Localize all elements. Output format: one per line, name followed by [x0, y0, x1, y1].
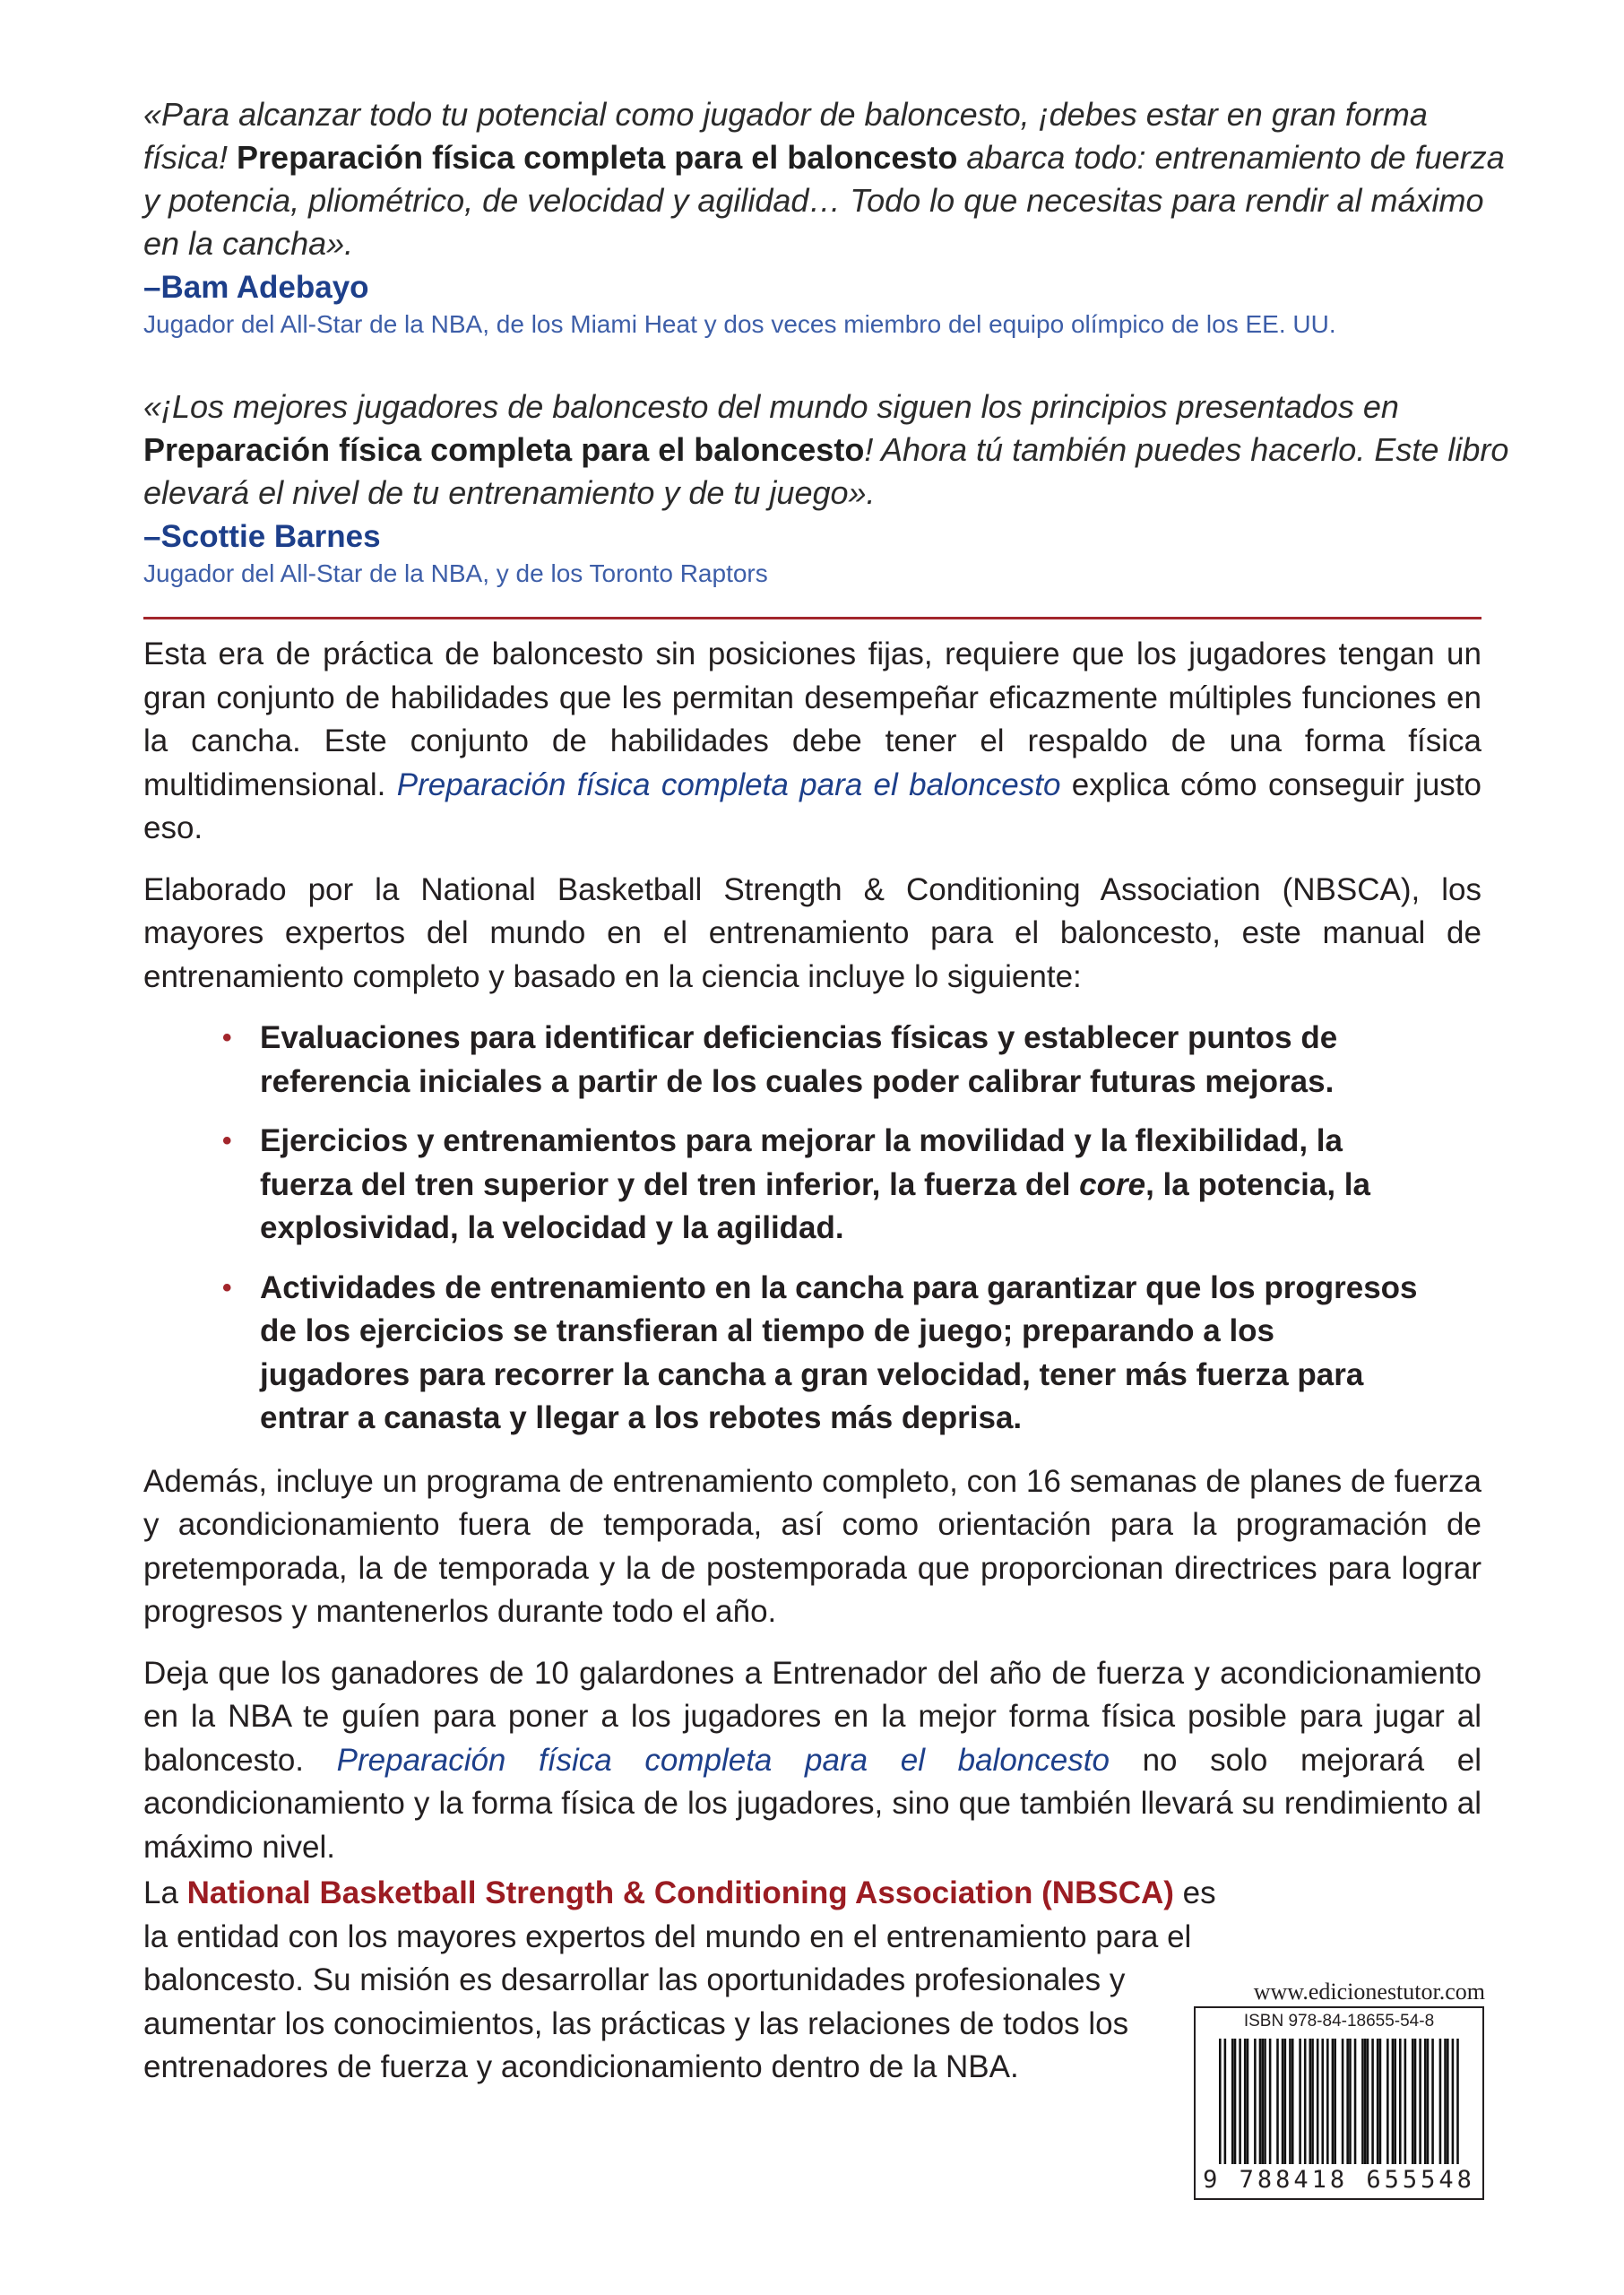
quote-text: [143, 93, 1515, 265]
barcode-bar: [1447, 2039, 1449, 2164]
barcode-bar: [1261, 2039, 1264, 2164]
section-divider: [143, 617, 1481, 619]
barcode-bar: [1392, 2039, 1395, 2164]
bullet-icon: •: [222, 1126, 232, 1156]
barcode-bar: [1371, 2039, 1374, 2164]
paragraph-program: Además, incluye un programa de entrenamiento completo, con 16 semanas de planes de fuerza y acondicionamiento fuera de temporada, así como orientación para la programación de pretemporada, la de temporada y la de postemporada que proporcionan directrices para lograr progresos y mantenerlos durante todo el año.: [143, 1463, 1481, 1629]
barcode-bar: [1289, 2039, 1291, 2164]
barcode-bar: [1321, 2039, 1324, 2164]
quote-text-start: «Para alcanzar todo tu potencial como jugador de baloncesto, ¡debes estar en gran forma física!: [143, 96, 1428, 176]
paragraph-text: no solo mejorará el acondicionamiento y la forma física de los jugadores, sino que también llevará su rendimiento al máximo nivel.: [143, 1742, 1481, 1865]
quote-text-end: abarca todo: entrenamiento de fuerza y potencia, pliométrico, de velocidad y agilidad… Todo lo que necesitas para rendir al máximo en la cancha».: [143, 139, 1505, 262]
barcode-bar: [1239, 2039, 1241, 2164]
barcode-bar: [1414, 2039, 1417, 2164]
publisher-url: www.edicionestutor.com: [1253, 1979, 1485, 2005]
barcode-bar: [1342, 2039, 1344, 2164]
barcode-bar: [1412, 2039, 1414, 2164]
barcode-bar: [1282, 2039, 1284, 2164]
description: [143, 633, 1481, 1887]
feature-list: [143, 1017, 1481, 1441]
barcode-bar: [1419, 2039, 1421, 2164]
list-item-text: Evaluaciones para identificar deficiencias físicas y establecer puntos de referencia iniciales a partir de los cuales poder calibrar futuras mejoras.: [260, 1020, 1338, 1099]
barcode-bar: [1234, 2039, 1237, 2164]
barcode-bar: [1276, 2039, 1279, 2164]
barcode-bar: [1309, 2039, 1312, 2164]
organization-name: National Basketball Strength & Conditioning Association (NBSCA): [186, 1875, 1174, 1910]
list-item-text: Actividades de entrenamiento en la cancha para garantizar que los progresos de los ejercicios se transfieran al tiempo de juego; preparando a los jugadores para recorrer la cancha a gran velocidad, tener más fuerza para entrar a canasta y llegar a los rebotes más deprisa.: [260, 1269, 1418, 1435]
barcode-bar: [1424, 2039, 1427, 2164]
barcode-bar: [1346, 2039, 1349, 2164]
list-item: [222, 1267, 1481, 1441]
quote-adebayo: [143, 93, 1515, 341]
bullet-icon: •: [222, 1023, 232, 1052]
barcode-bar: [1364, 2039, 1367, 2164]
paragraph-text: Esta era de práctica de baloncesto sin posiciones fijas, requiere que los jugadores tengan un gran conjunto de habilidades que les permitan desempeñar eficazmente múltiples funciones en la cancha. Este conjunto de habilidades debe tener el respaldo de una forma física multidimensional.: [143, 637, 1481, 802]
barcode-bar: [1456, 2039, 1459, 2164]
barcode-bar: [1284, 2039, 1287, 2164]
quote-text: [143, 385, 1515, 515]
barcode-bar: [1219, 2039, 1222, 2164]
barcode-bar: [1427, 2039, 1430, 2164]
barcode-number: 9 788418 655548: [1203, 2166, 1475, 2194]
barcode-bar: [1264, 2039, 1266, 2164]
barcode-bar: [1244, 2039, 1247, 2164]
quote-text-start: «¡Los mejores jugadores de baloncesto del mundo siguen los principios presentados en: [143, 388, 1399, 425]
quote-book-title: Preparación física completa para el baloncesto: [143, 431, 865, 468]
bullet-icon: •: [222, 1272, 232, 1303]
barcode-bar: [1224, 2039, 1227, 2164]
paragraph-winners: [143, 1652, 1481, 1870]
paragraph-text: explica cómo conseguir justo eso.: [143, 766, 1481, 845]
isbn-barcode-box: [1194, 2006, 1484, 2200]
barcode-icon: [1219, 2039, 1459, 2164]
about-prefix: La: [143, 1875, 187, 1910]
barcode-bar: [1311, 2039, 1314, 2164]
paragraph-text: Deja que los ganadores de 10 galardones a Entrenador del año de fuerza y acondicionamiento en la NBA te guíen para poner a los jugadores en la mejor forma física posible para jugar al baloncesto.: [143, 1655, 1481, 1778]
barcode-bar: [1304, 2039, 1307, 2164]
barcode-bar: [1399, 2039, 1402, 2164]
paragraph-nbsca: Elaborado por la National Basketball Strength & Conditioning Association (NBSCA), los mayores expertos del mundo en el entrenamiento para el baloncesto, este manual de entrenamiento completo y basado en la ciencia incluye lo siguiente:: [143, 871, 1481, 994]
barcode-bar: [1259, 2039, 1262, 2164]
paragraph-intro: [143, 633, 1481, 851]
quote-author-role: Jugador del All-Star de la NBA, y de los Toronto Raptors: [143, 559, 768, 587]
book-title: Preparación física completa para el baloncesto: [336, 1742, 1110, 1778]
barcode-bar: [1386, 2039, 1389, 2164]
list-item: [222, 1017, 1481, 1104]
barcode-bar: [1354, 2039, 1357, 2164]
quote-book-title: Preparación física completa para el baloncesto: [237, 139, 958, 176]
quote-author-role: Jugador del All-Star de la NBA, de los Miami Heat y dos veces miembro del equipo olímpico de los EE. UU.: [143, 310, 1336, 338]
barcode-bar: [1361, 2039, 1364, 2164]
list-item: [222, 1120, 1481, 1251]
about-text: es la entidad con los mayores expertos del mundo en el entrenamiento para el baloncesto. Su misión es desarrollar las oportunidades profesionales y aumentar los conocimientos, las prácticas y las relaciones de todos los entrenadores de fuerza y acondicionamiento dentro de la NBA.: [143, 1875, 1216, 2084]
quote-text-end: ! Ahora tú también puedes hacerlo. Este libro elevará el nivel de tu entrenamiento y de tu juego».: [143, 431, 1509, 511]
barcode-bar: [1444, 2039, 1447, 2164]
isbn-label: ISBN 978-84-18655-54-8: [1243, 2012, 1435, 2031]
barcode-bar: [1299, 2039, 1301, 2164]
quote-author: –Scottie Barnes: [143, 519, 381, 554]
list-item-text: Ejercicios y entrenamientos para mejorar la movilidad y la flexibilidad, la fuerza del tren superior y del tren inferior, la fuerza del: [260, 1123, 1343, 1202]
quote-barnes: [143, 385, 1515, 590]
barcode-bar: [1452, 2039, 1455, 2164]
barcode-bar: [1404, 2039, 1407, 2164]
list-item-italic: core: [1079, 1166, 1146, 1202]
barcode-bar: [1367, 2039, 1369, 2164]
barcode-bar: [1269, 2039, 1272, 2164]
barcode-bar: [1332, 2039, 1335, 2164]
about-nbsca: [143, 1872, 1228, 2090]
quote-author: –Bam Adebayo: [143, 270, 369, 305]
barcode-bar: [1326, 2039, 1329, 2164]
barcode-bar: [1254, 2039, 1257, 2164]
barcode-bar: [1431, 2039, 1434, 2164]
barcode-bar: [1349, 2039, 1352, 2164]
barcode-bar: [1231, 2039, 1234, 2164]
barcode-bar: [1317, 2039, 1319, 2164]
barcode-bar: [1394, 2039, 1396, 2164]
barcode-bar: [1334, 2039, 1336, 2164]
barcode-bar: [1247, 2039, 1249, 2164]
list-item-text: , la potencia, la explosividad, la velocidad y la agilidad.: [260, 1166, 1370, 1245]
book-title: Preparación física completa para el baloncesto: [396, 766, 1061, 802]
barcode-bar: [1379, 2039, 1382, 2164]
barcode-bar: [1439, 2039, 1442, 2164]
barcode-bar: [1291, 2039, 1294, 2164]
barcode-bar: [1377, 2039, 1379, 2164]
